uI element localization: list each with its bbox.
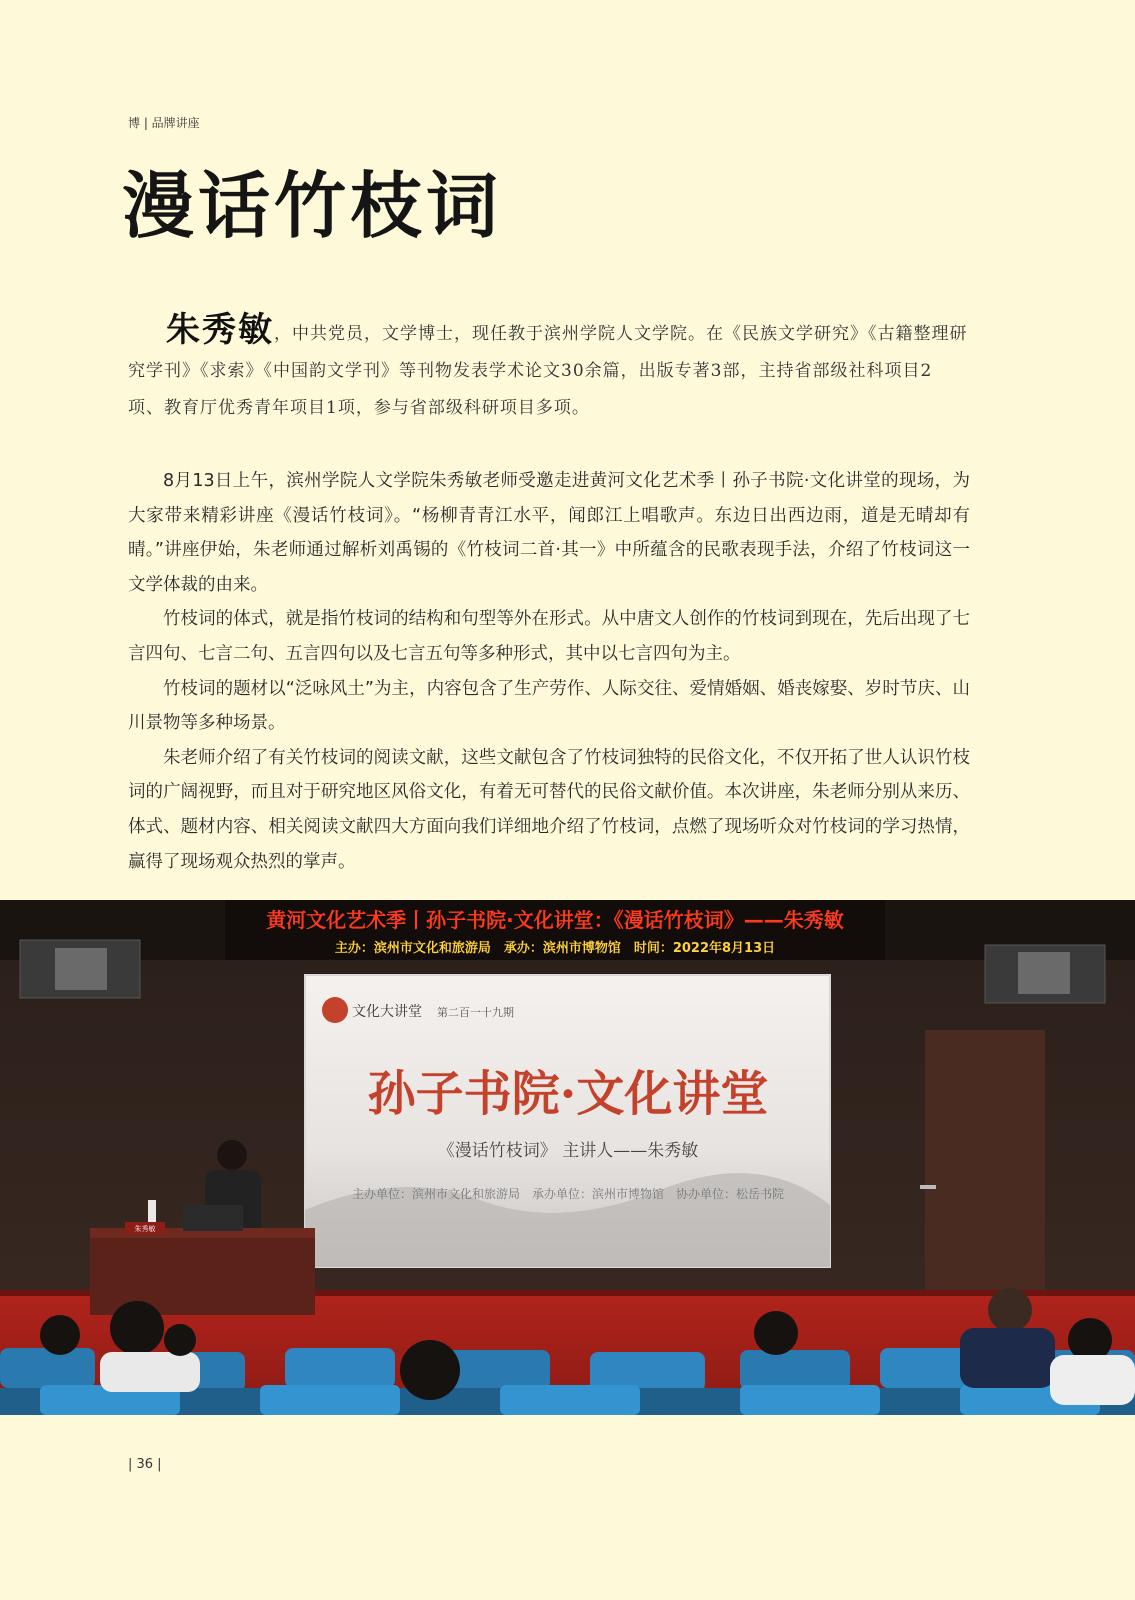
- screen-footer: 主办单位：滨州市文化和旅游局 承办单位：滨州市博物馆 协办单位：松岳书院: [351, 1187, 785, 1201]
- lecture-logo-icon: [322, 997, 348, 1023]
- screen-logo: 文化大讲堂: [352, 1004, 422, 1020]
- led-banner-line2: 主办：滨州市文化和旅游局 承办：滨州市博物馆 时间：2022年8月13日: [334, 941, 776, 956]
- speaker-right: [985, 945, 1105, 1003]
- paragraph: 竹枝词的题材以“泛咏风土”为主，内容包含了生产劳作、人际交往、爱情婚姻、婚丧嫁娶、岁时节庆、山川景物等多种场景。: [128, 678, 970, 734]
- speaker-left: [20, 940, 140, 998]
- desk-nameplate: 朱秀敏: [134, 1225, 156, 1233]
- author-bio: [128, 312, 968, 427]
- paragraph: 8月13日上午，滨州学院人文学院朱秀敏老师受邀走进黄河文化艺术季丨孙子书院·文化讲堂的现场，为大家带来精彩讲座《漫话竹枝词》。“杨柳青青江水平，闻郎江上唱歌声。东边日出西边雨，道是无晴却有晴。”讲座伊始，朱老师通过解析刘禹锡的《竹枝词二首·其一》中所蕴含的民歌表现手法，介绍了竹枝词这一文学体裁的由来。: [128, 471, 970, 595]
- lecture-photo: [0, 900, 1135, 1415]
- paragraph: 竹枝词的体式，就是指竹枝词的结构和句型等外在形式。从中唐文人创作的竹枝词到现在，先后出现了七言四句、七言二句、五言四句以及七言五句等多种形式，其中以七言四句为主。: [128, 609, 970, 664]
- page-title: 漫话竹枝词: [122, 163, 503, 248]
- section-tag: 博 | 品牌讲座: [128, 116, 200, 130]
- screen-title: 孙子书院·文化讲堂: [367, 1066, 769, 1122]
- led-banner-line1: 黄河文化艺术季丨孙子书院·文化讲堂：《漫话竹枝词》——朱秀敏: [266, 908, 844, 932]
- screen-issue: 第二百一十九期: [437, 1006, 514, 1019]
- paragraph: 朱老师介绍了有关竹枝词的阅读文献，这些文献包含了竹枝词独特的民俗文化，不仅开拓了世人认识竹枝词的广阔视野，而且对于研究地区风俗文化，有着无可替代的民俗文献价值。本次讲座，朱老师分别从来历、体式、题材内容、相关阅读文献四大方面向我们详细地介绍了竹枝词，点燃了现场听众对竹枝词的学习热情，赢得了现场观众热烈的掌声。: [128, 747, 970, 872]
- screen-subtitle: 《漫话竹枝词》 主讲人——朱秀敏: [437, 1141, 699, 1161]
- page-number: | 36 |: [128, 1457, 162, 1472]
- projection-screen: [305, 975, 830, 1267]
- author-name: 朱秀敏: [166, 310, 274, 350]
- article-body: [128, 464, 970, 879]
- author-bio-text: ，中共党员，文学博士，现任教于滨州学院人文学院。在《民族文学研究》《古籍整理研究学刊》《求索》《中国韵文学刊》等刊物发表学术论文30余篇，出版专著3部，主持省部级社科项目2项、教育厅优秀青年项目1项，参与省部级科研项目多项。: [128, 324, 968, 418]
- door: [925, 1030, 1045, 1320]
